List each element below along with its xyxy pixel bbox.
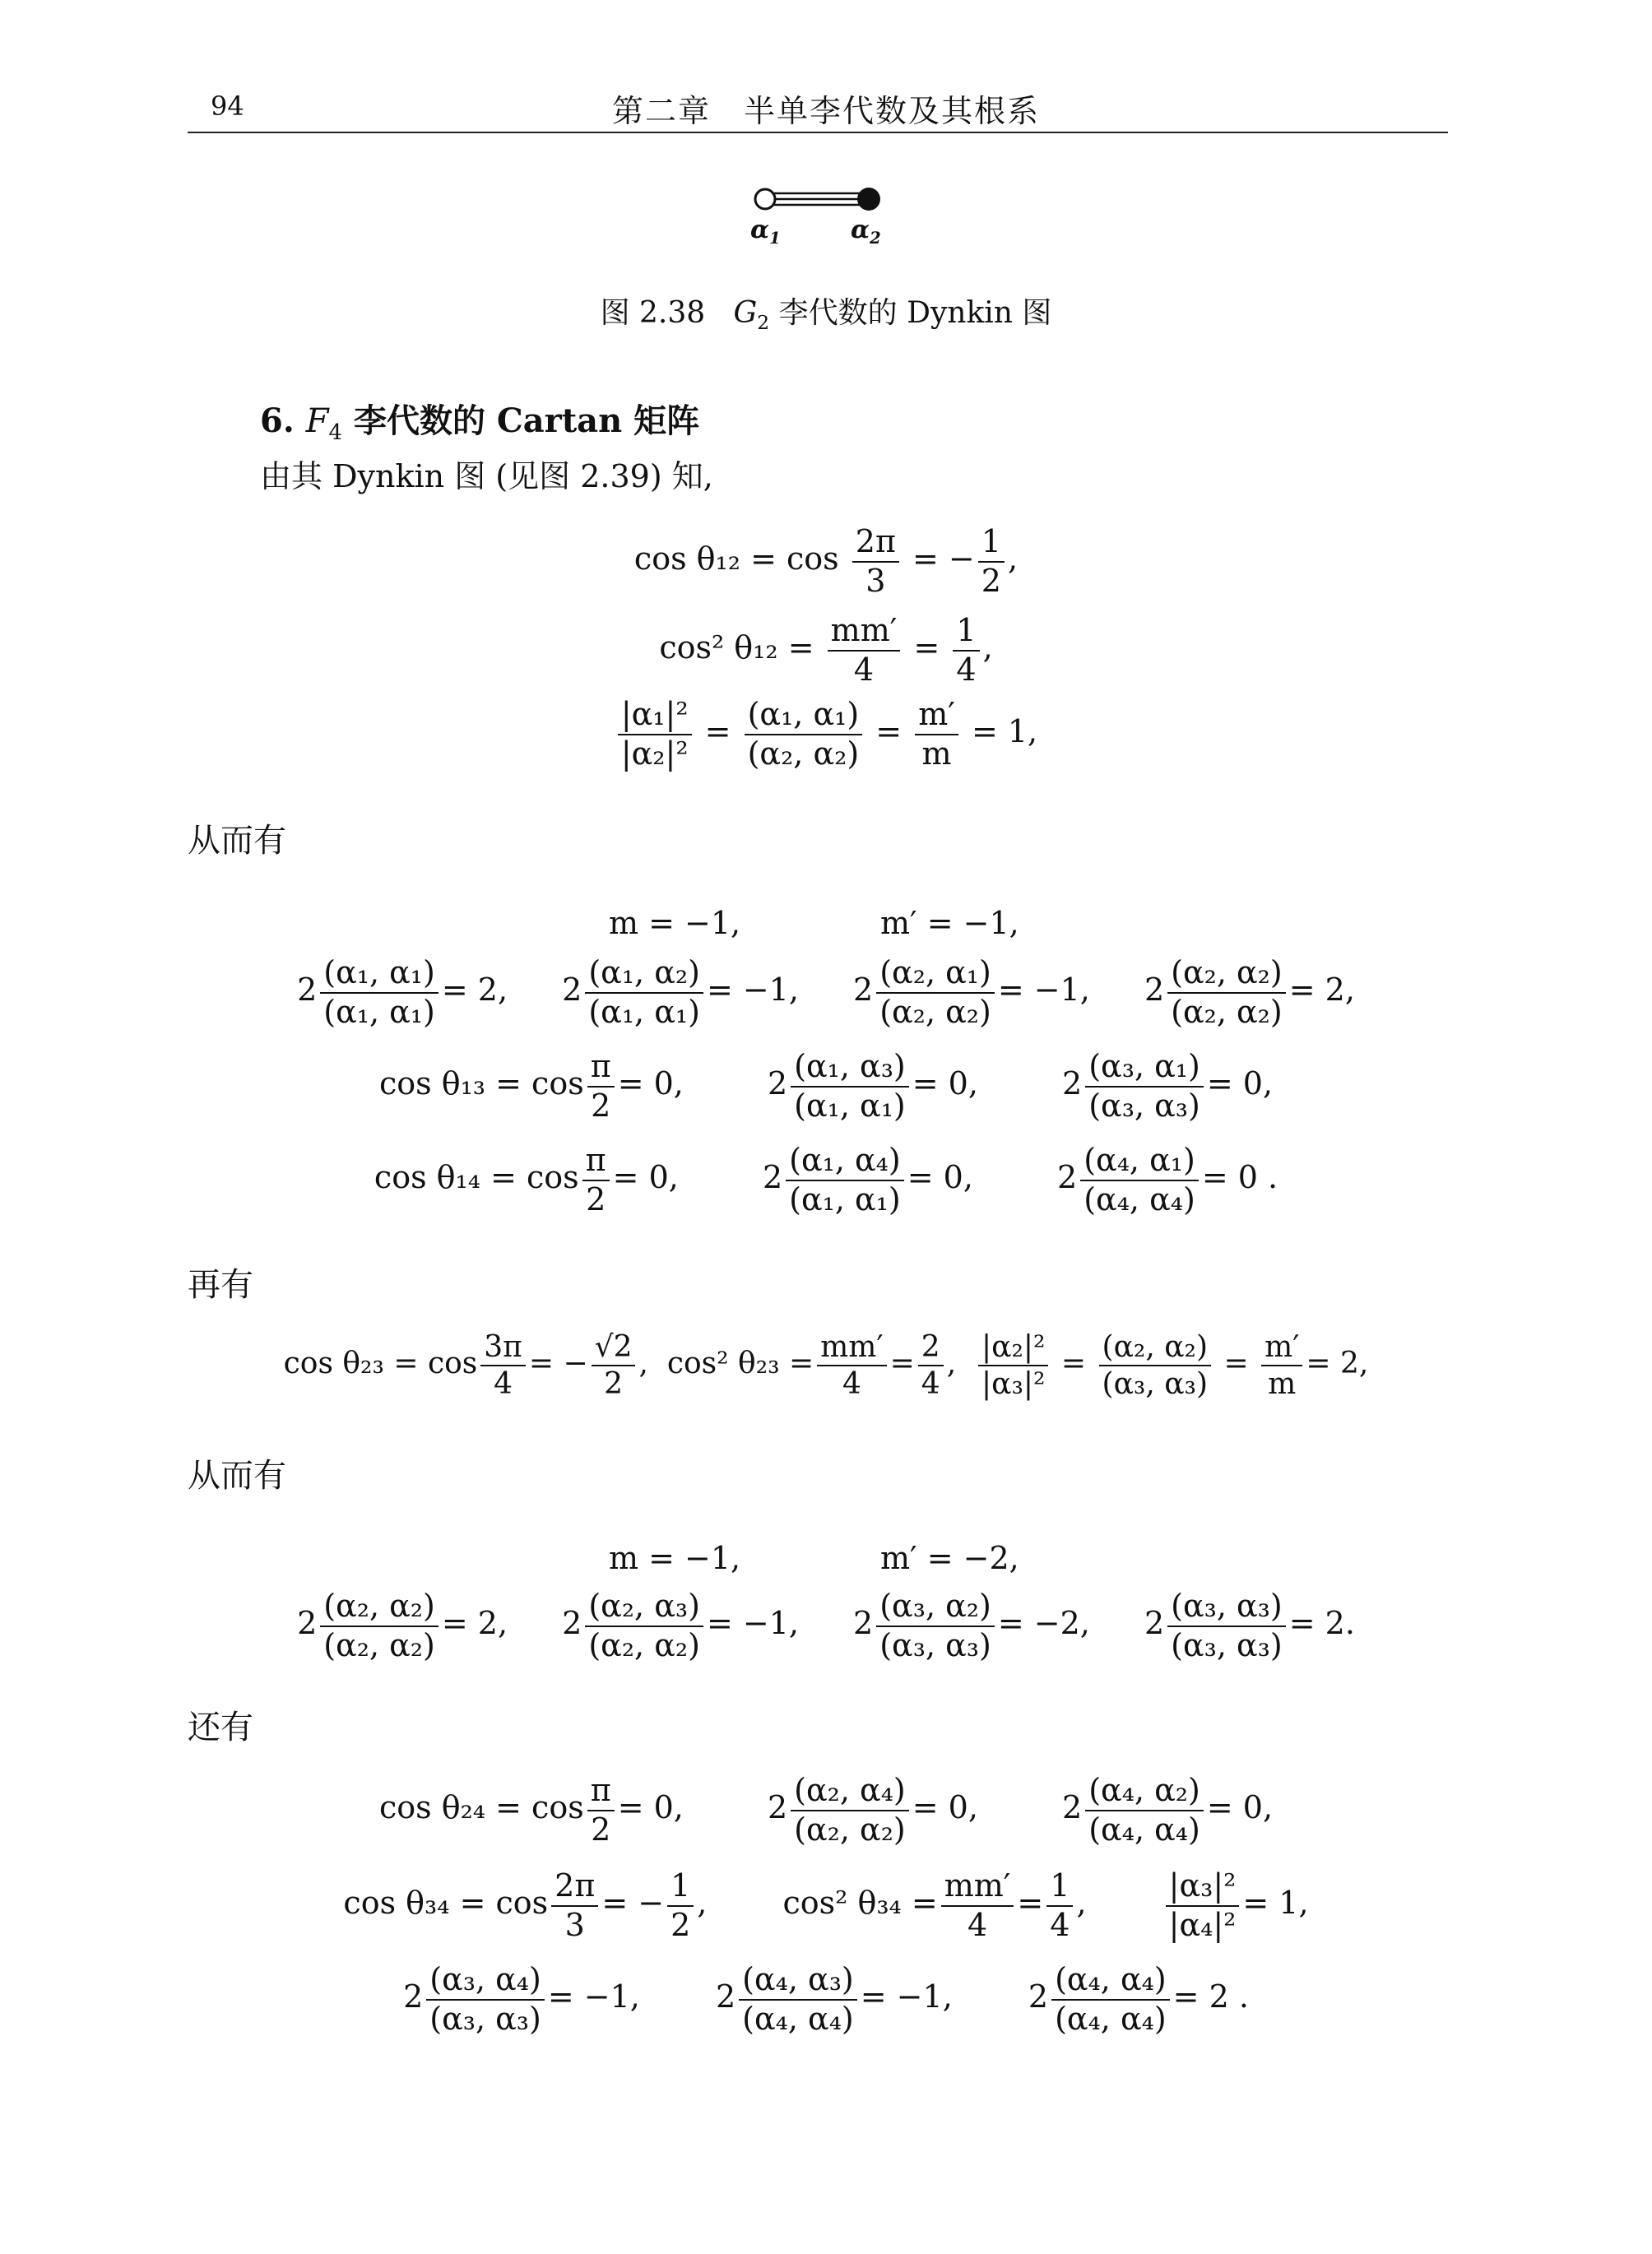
equation-row-cartan-34: 2 $\frac{\text{(α₃, α₄)}}{\text{(α₃, α₃)}}$ = −1, 2 $\frac{\text{(α₄, α₃)}}{\text{(α₄, α₄)}}$ = −1, 2 $\frac{\text{(α₄, α₄)}}{\text{(α₄, α₄)}}$ = 2 .	[403, 1961, 1249, 2037]
text-then-1: 从而有	[188, 822, 286, 860]
equation-row-34: cos θ₃₄ = cos $\frac{2\pi}{3}$ = − $\frac{1}{2}$ , cos² θ₃₄ = $\frac{mm'}{4}$ = $\frac{1}{4}$ , $\frac{\text{|α₃|²}}{\text{|α₄|²}}$ = 1,	[343, 1867, 1309, 1943]
equation-row-cartan-12: 2 $\frac{\text{(α₁, α₁)}}{\text{(α₁, α₁)}}$ = 2, 2 $\frac{\text{(α₁, α₂)}}{\text{(α₁, α₁)}}$ = −1, 2 $\frac{\text{(α₂, α₁)}}{\text{(α₂, α₂)}}$ = −1, 2 $\frac{\text{(α₂, α₂)}}{\text{(α₂, α₂)}}$ = 2,	[297, 954, 1355, 1030]
equation-length-ratio-12: $\frac{\text{|α₁|²}}{\text{|α₂|²}}$ = $\frac{\text{(α₁, α₁)}}{\text{(α₂, α₂)}}$ = $\frac{m'}{m}$ = 1,	[0, 696, 1652, 772]
equation-row-14: cos θ₁₄ = cos $\frac{\pi}{2}$ = 0, 2 $\frac{\text{(α₁, α₄)}}{\text{(α₁, α₁)}}$ = 0, 2 $\frac{\text{(α₄, α₁)}}{\text{(α₄, α₄)}}$ = 0 .	[374, 1142, 1278, 1217]
section-title: 6. $F_4$ 李代数的 Cartan 矩阵	[260, 401, 700, 445]
figure-caption: 图 2.38 $G_2$ 李代数的 Dynkin 图	[600, 296, 1052, 335]
text-then-2: 从而有	[188, 1457, 286, 1495]
equation-row-24: cos θ₂₄ = cos $\frac{\pi}{2}$ = 0, 2 $\frac{\text{(α₂, α₄)}}{\text{(α₂, α₂)}}$ = 0, 2 $\frac{\text{(α₄, α₂)}}{\text{(α₄, α₄)}}$ = 0,	[378, 1772, 1274, 1848]
equation-row-13: cos θ₁₃ = cos $\frac{\pi}{2}$ = 0, 2 $\frac{\text{(α₁, α₃)}}{\text{(α₁, α₁)}}$ = 0, 2 $\frac{\text{(α₃, α₁)}}{\text{(α₃, α₃)}}$ = 0,	[378, 1048, 1274, 1124]
section-intro: 由其 Dynkin 图 (见图 2.39) 知,	[260, 458, 713, 494]
equation-m-2: m = −1,	[609, 1540, 741, 1576]
dynkin-node-filled	[857, 188, 880, 211]
page-number: 94	[211, 90, 244, 122]
text-again: 再有	[188, 1266, 253, 1304]
text-also: 还有	[188, 1709, 253, 1746]
equation-row-23: cos θ₂₃ = cos $\frac{3\pi}{4}$ = − $\frac{√2}{2}$ , cos² θ₂₃ = $\frac{mm'}{4}$ = $\frac{2}{4}$ , $\frac{\text{|α₂|²}}{\text{|α₃|²}}$ = $\frac{\text{(α₂, α₂)}}{\text{(α₃, α₃)}}$ = $\frac{m'}{m}$ = 2,	[283, 1330, 1369, 1402]
equation-cos-theta12: cos θ₁₂ = cos $\frac{2\pi}{3}$ = − $\frac{1}{2}$ ,	[633, 523, 1019, 599]
header-rule	[188, 132, 1448, 133]
equation-mprime-1: m′ = −1,	[880, 905, 1019, 941]
chapter-title: 第二章 半单李代数及其根系	[611, 93, 1040, 129]
equation-row-cartan-23: 2 $\frac{\text{(α₂, α₂)}}{\text{(α₂, α₂)}}$ = 2, 2 $\frac{\text{(α₂, α₃)}}{\text{(α₂, α₂)}}$ = −1, 2 $\frac{\text{(α₃, α₂)}}{\text{(α₃, α₃)}}$ = −2, 2 $\frac{\text{(α₃, α₃)}}{\text{(α₃, α₃)}}$ = 2.	[297, 1588, 1355, 1663]
dynkin-node-open	[755, 189, 775, 209]
equation-mprime-2: m′ = −2,	[880, 1540, 1019, 1576]
node-label-2: $\alpha_2$	[851, 216, 881, 248]
equation-cos2-theta12: cos² θ₁₂ = $\frac{mm'}{4}$ = $\frac{1}{4}$ ,	[659, 612, 993, 688]
node-label-1: $\alpha_1$	[750, 216, 781, 248]
equation-m-1: m = −1,	[609, 905, 741, 941]
